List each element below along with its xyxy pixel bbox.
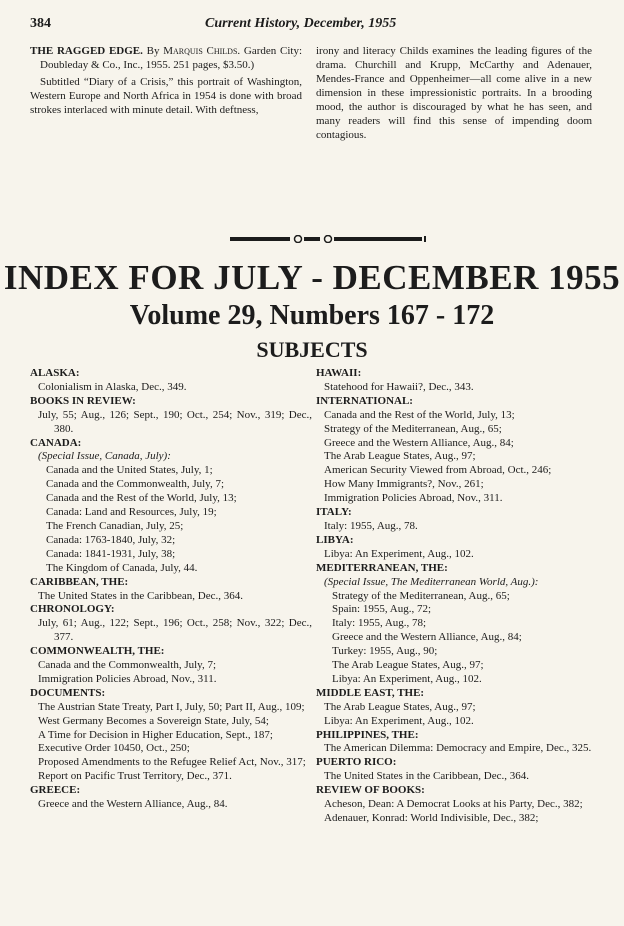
index-entry: Canada and the Commonwealth, July, 7; — [38, 659, 217, 672]
index-heading: COMMONWEALTH, THE: — [30, 645, 165, 658]
index-heading: INTERNATIONAL: — [316, 394, 413, 407]
review-right-body: irony and literacy Childs examines the leading figures of the drama. Churchill and Krupp, McCarthy and Adenauer, Mendes-France and Oppenheimer—all come alive in a new dimension in these impressionistic portraits. In a brooding mood, the author is discouraged by what he has seen, and many readers will find this sense of impending doom contagious. — [316, 45, 592, 141]
index-entry: How Many Immigrants?, Nov., 261; — [324, 478, 484, 491]
page-header — [30, 16, 584, 36]
index-entry: Executive Order 10450, Oct., 250; — [38, 742, 190, 755]
index-heading: MIDDLE EAST, THE: — [316, 686, 425, 699]
index-entry: Proposed Amendments to the Refugee Relief Act, Nov., 317; — [38, 756, 306, 769]
index-entry: The Arab League States, Aug., 97; — [324, 450, 476, 463]
index-heading: PHILIPPINES, THE: — [316, 728, 419, 741]
review-author: Marquis Childs. — [163, 45, 241, 57]
index-special-issue: (Special Issue, The Mediterranean World, Aug.): — [324, 575, 539, 588]
index-entry: Canada: 1841-1931, July, 38; — [46, 547, 176, 560]
review-left-body: Subtitled “Diary of a Crisis,” this portrait of Washington, Western Europe and North Africa in 1954 is done with broad strokes interlaced with minute detail. With deftness, — [30, 76, 302, 116]
index-heading: LIBYA: — [316, 533, 354, 546]
index-entry: Strategy of the Mediterranean, Aug., 65; — [324, 422, 502, 435]
index-entry: Acheson, Dean: A Democrat Looks at his Party, Dec., 382; — [324, 798, 583, 811]
index-entry: Colonialism in Alaska, Dec., 349. — [38, 380, 187, 393]
index-entry: Libya: An Experiment, Aug., 102. — [324, 714, 474, 727]
index-entry: The Arab League States, Aug., 97; — [324, 700, 476, 713]
index-special-issue: (Special Issue, Canada, July): — [38, 450, 171, 463]
index-entry: Immigration Policies Abroad, Nov., 311. — [38, 672, 217, 685]
index-entry: July, 55; Aug., 126; Sept., 190; Oct., 254; Nov., 319; Dec., 380. — [38, 408, 312, 435]
index-right-column — [316, 367, 596, 826]
index-entry: The Kingdom of Canada, July, 44. — [46, 561, 198, 574]
index-entry: Italy: 1955, Aug., 78. — [324, 519, 418, 532]
index-entry: Turkey: 1955, Aug., 90; — [332, 645, 438, 658]
index-entry: Strategy of the Mediterranean, Aug., 65; — [332, 589, 510, 602]
index-entry: Canada: 1763-1840, July, 32; — [46, 533, 176, 546]
page-number: 384 — [30, 16, 51, 31]
index-heading: CANADA: — [30, 436, 82, 449]
index-heading: BOOKS IN REVIEW: — [30, 394, 136, 407]
index-entry: Libya: An Experiment, Aug., 102. — [332, 672, 482, 685]
index-entry: The United States in the Caribbean, Dec., 364. — [38, 589, 243, 602]
index-left-column — [30, 367, 312, 812]
index-entry: Canada: Land and Resources, July, 19; — [46, 506, 217, 519]
index-volume: Volume 29, Numbers 167 - 172 — [129, 300, 495, 331]
index-entry: Greece and the Western Alliance, Aug., 84; — [332, 631, 522, 644]
index-heading: REVIEW OF BOOKS: — [316, 784, 425, 797]
index-entry: Spain: 1955, Aug., 72; — [332, 603, 432, 616]
index-entry: The Arab League States, Aug., 97; — [332, 659, 484, 672]
index-entry: Canada and the Rest of the World, July, 13; — [324, 408, 515, 421]
ornament-divider-icon — [230, 235, 426, 243]
index-entry: The French Canadian, July, 25; — [46, 519, 184, 532]
index-entry: The American Dilemma: Democracy and Empire, Dec., 325. — [324, 742, 592, 755]
index-entry: Adenauer, Konrad: World Indivisible, Dec., 382; — [324, 812, 539, 824]
running-title: Current History, December, 1955 — [205, 16, 397, 31]
index-entry: American Security Viewed from Abroad, Oct., 246; — [324, 464, 552, 477]
index-heading: ITALY: — [316, 506, 352, 519]
index-heading: DOCUMENTS: — [30, 686, 106, 699]
index-section: SUBJECTS — [256, 337, 368, 362]
review-book-title: THE RAGGED EDGE. — [30, 45, 143, 57]
index-heading: HAWAII: — [316, 367, 362, 379]
review-by: By — [146, 45, 160, 57]
index-entry: The Austrian State Treaty, Part I, July, 50; Part II, Aug., 109; — [38, 700, 305, 713]
index-entry: West Germany Becomes a Sovereign State, July, 54; — [38, 714, 269, 727]
index-heading: GREECE: — [30, 784, 81, 797]
index-heading: CHRONOLOGY: — [30, 603, 115, 616]
index-entry: Report on Pacific Trust Territory, Dec., 371. — [38, 770, 232, 783]
index-heading: CARIBBEAN, THE: — [30, 575, 129, 588]
index-entry: A Time for Decision in Higher Education, Sept., 187; — [38, 728, 273, 741]
index-entry: Immigration Policies Abroad, Nov., 311. — [324, 492, 503, 505]
index-heading: PUERTO RICO: — [316, 756, 397, 769]
index-entry: July, 61; Aug., 122; Sept., 196; Oct., 258; Nov., 322; Dec., 377. — [38, 617, 312, 644]
index-entry: Canada and the Rest of the World, July, 13; — [46, 492, 237, 505]
index-entry: Libya: An Experiment, Aug., 102. — [324, 547, 474, 560]
index-entry: Greece and the Western Alliance, Aug., 84; — [324, 436, 514, 449]
index-title: INDEX FOR JULY - DECEMBER 1955 — [3, 258, 621, 297]
index-entry: Canada and the United States, July, 1; — [46, 464, 213, 477]
index-entry: Italy: 1955, Aug., 78; — [332, 617, 427, 630]
index-entry: Greece and the Western Alliance, Aug., 84. — [38, 798, 228, 811]
index-entry: Statehood for Hawaii?, Dec., 343. — [324, 380, 474, 393]
index-heading: ALASKA: — [30, 367, 80, 379]
book-review-left — [30, 44, 302, 117]
index-entry: The United States in the Caribbean, Dec., 364. — [324, 770, 529, 783]
review-publisher: Garden City: Doubleday & Co., Inc., 1955. 251 pages, $3.50.) — [40, 45, 302, 71]
index-heading: MEDITERRANEAN, THE: — [316, 561, 448, 574]
index-entry: Canada and the Commonwealth, July, 7; — [46, 478, 225, 491]
